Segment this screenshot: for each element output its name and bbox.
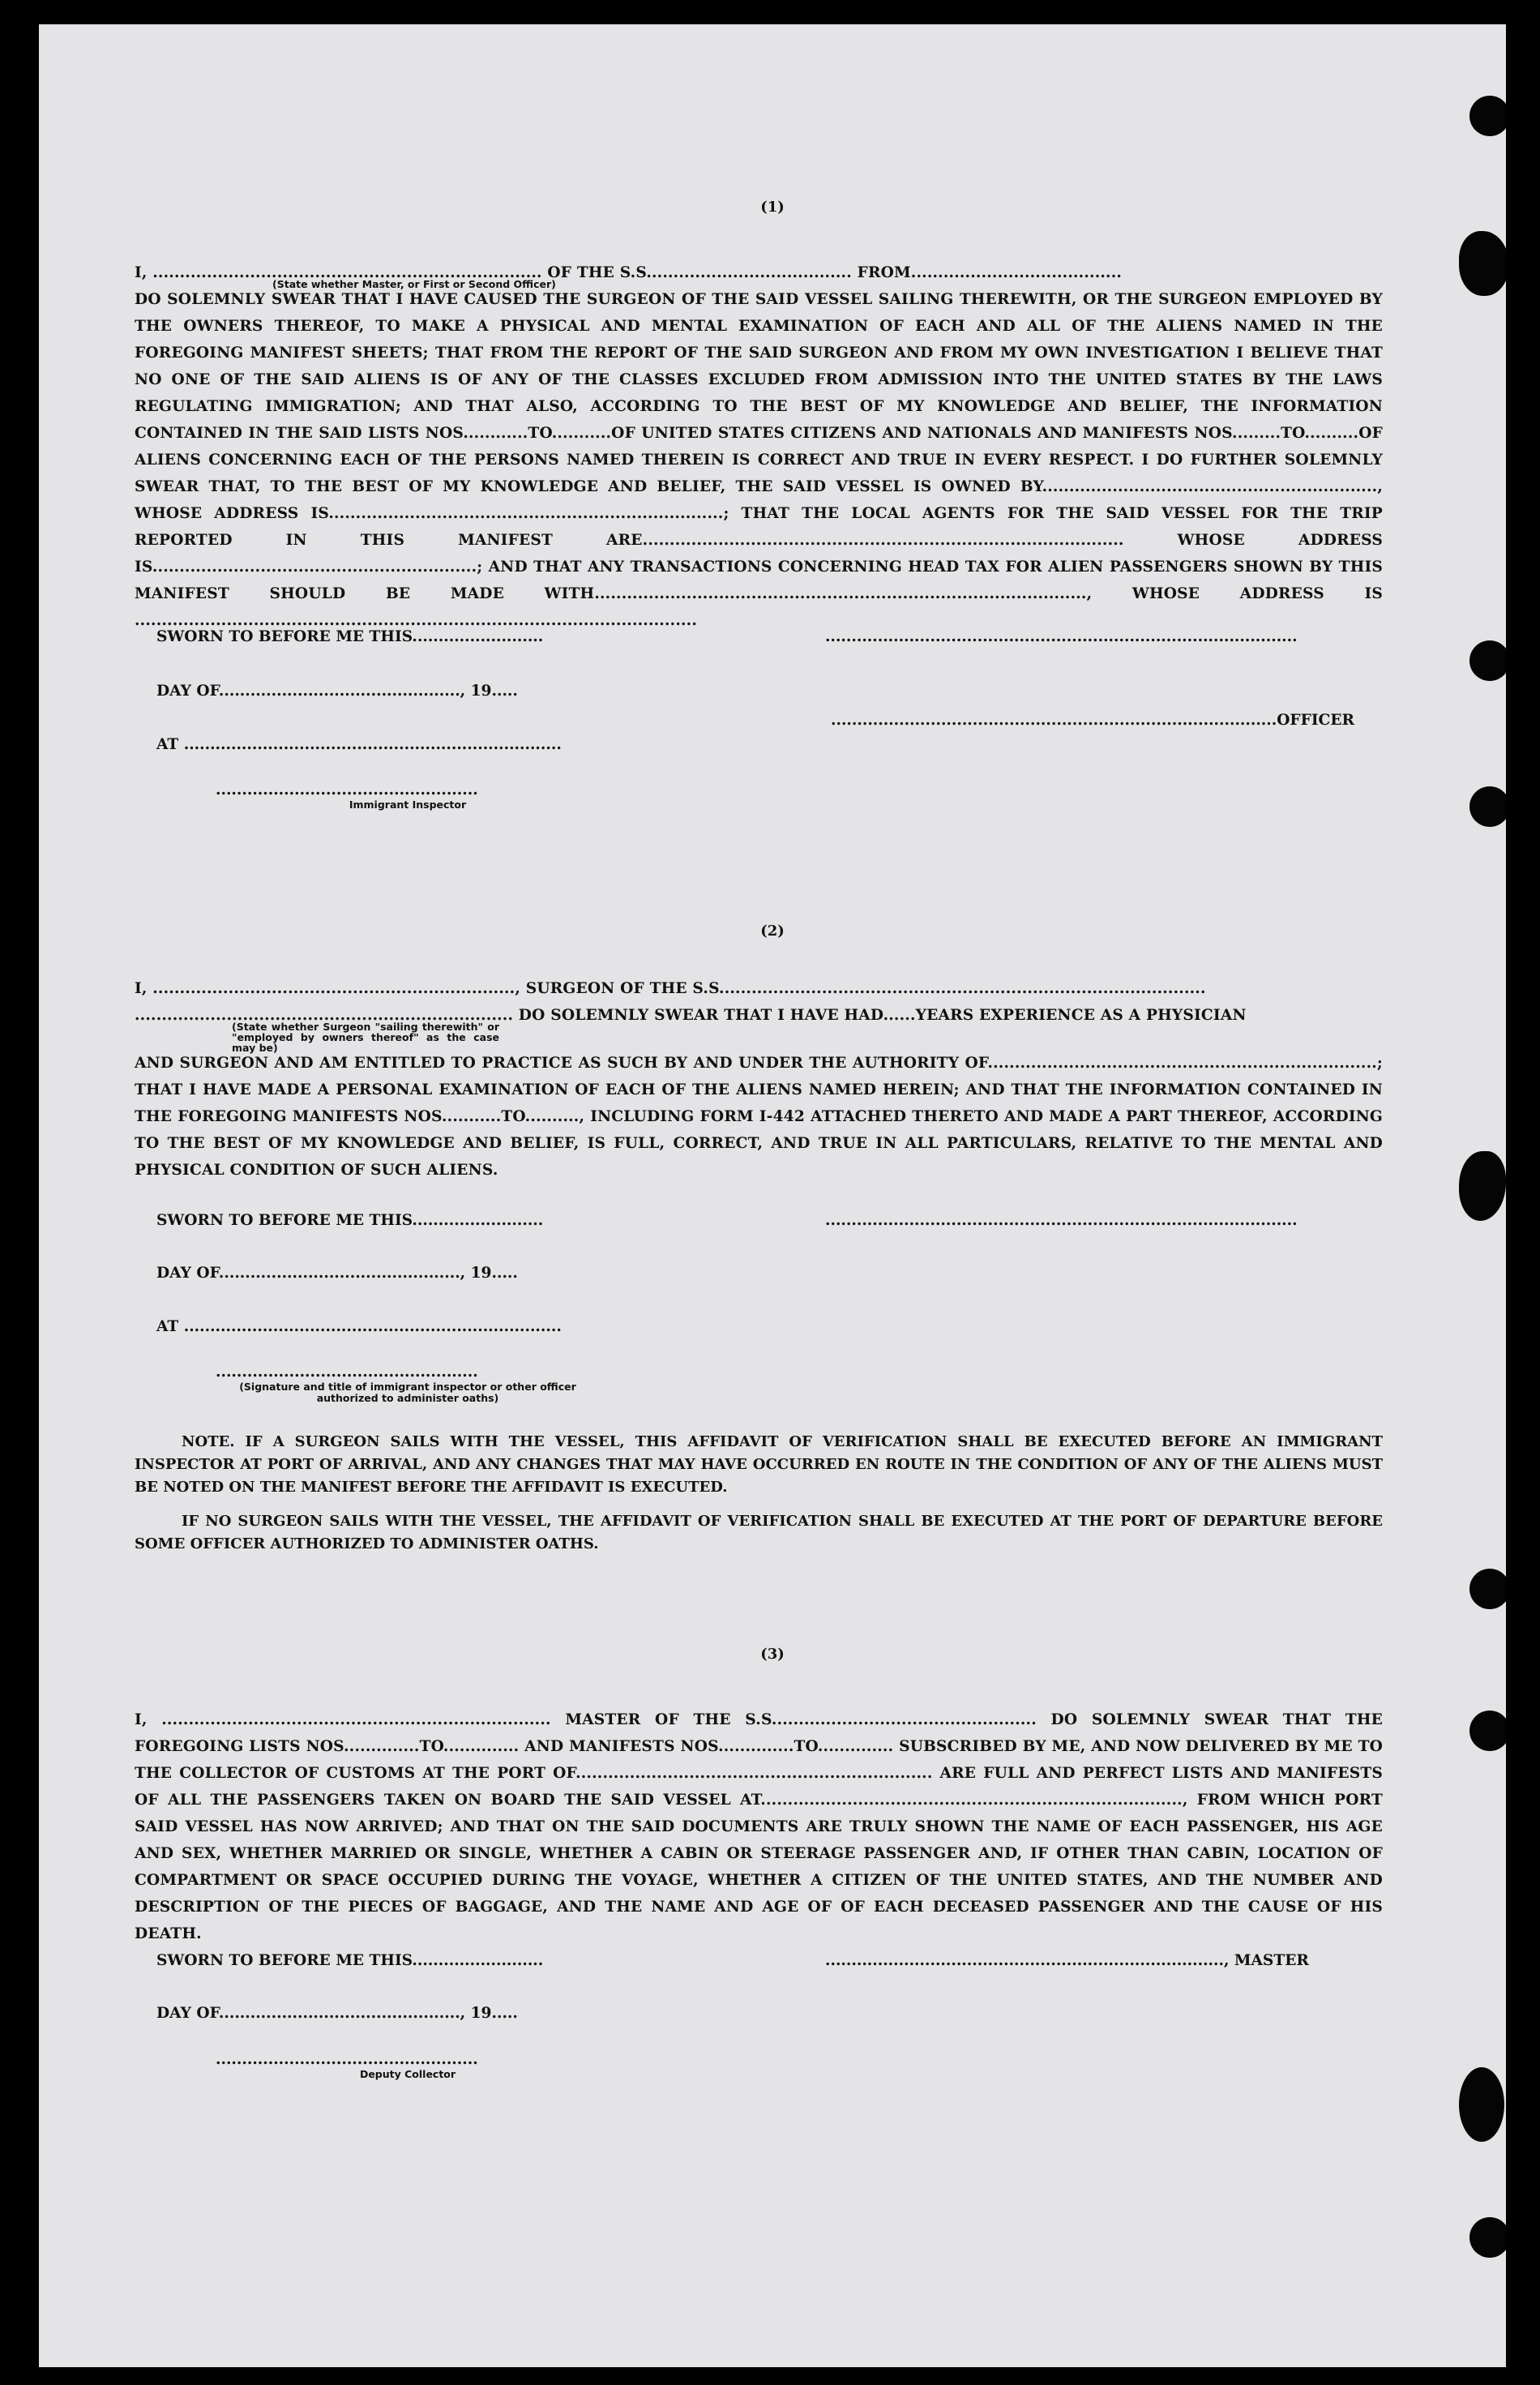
section-1-inspector-caption: Immigrant Inspector [349,799,467,811]
punch-hole [1459,231,1506,296]
section-1-number: (1) [760,199,785,216]
section-3-number: (3) [760,1646,785,1663]
verification-note [135,1431,1383,1567]
section-1-signature-line: .......................................................................................... [825,628,1298,645]
form-page [39,24,1506,2367]
section-3-sworn-line: SWORN TO BEFORE ME THIS......................... [156,1952,544,1969]
section-2-day-line: DAY OF.............................................., 19..... [156,1265,518,1282]
punch-hole [1459,2067,1504,2142]
section-1-at-line: AT ........................................................................ [156,736,562,753]
section-2-sworn-line: SWORN TO BEFORE ME THIS......................... [156,1212,544,1229]
punch-hole [1459,1151,1506,1221]
section-2-surgeon-signature-line: .......................................................................................... [825,1212,1298,1229]
punch-hole [1469,1569,1506,1609]
section-1-first-line: I, ........................................................................ OF THE S.S...................................... FROM....................................... [135,264,1123,281]
section-1-day-line: DAY OF.............................................., 19..... [156,683,518,700]
punch-hole [1469,640,1506,681]
note-paragraph-2: IF NO SURGEON SAILS WITH THE VESSEL, THE AFFIDAVIT OF VERIFICATION SHALL BE EXECUTED AT THE PORT OF DEPARTURE BEFORE SOME OFFICER AUTHORIZED TO ADMINISTER OATHS. [135,1513,1383,1552]
section-1-master-oath [135,259,1383,634]
section-2-first-line: I, ..................................................................., SURGEON OF THE S.S.......................................................................................... [135,980,1206,997]
section-1-caption: (State whether Master, or First or Second Officer) [272,278,556,290]
note-paragraph-1: NOTE. IF A SURGEON SAILS WITH THE VESSEL, THIS AFFIDAVIT OF VERIFICATION SHALL BE EXECUTED BEFORE AN IMMIGRANT INSPECTOR AT PORT OF ARRIVAL, AND ANY CHANGES THAT MAY HAVE OCCURRED EN ROUTE IN THE CONDITION OF ANY OF THE ALIENS MUST BE NOTED ON THE MANIFEST BEFORE THE AFFIDAVIT IS EXECUTED. [135,1433,1383,1496]
section-1-sworn-line: SWORN TO BEFORE ME THIS......................... [156,628,544,645]
punch-hole [1469,786,1506,827]
section-3-master-line: ............................................................................, MASTER [825,1952,1309,1969]
section-3-collector-caption: Deputy Collector [359,2068,456,2080]
section-2-signature-caption: (Signature and title of immigrant inspector or other officer authorized to administer oaths) [239,1381,576,1404]
section-2-second-line: ...................................................................... DO SOLEMNLY SWEAR THAT I HAVE HAD......YEARS EXPERIENCE AS A PHYSICIAN [135,1007,1247,1024]
section-2-body: AND SURGEON AND AM ENTITLED TO PRACTICE AS SUCH BY AND UNDER THE AUTHORITY OF........................................................................; THAT I HAVE MADE A PERSONAL EXAMINATION OF EACH OF THE ALIENS NAMED HEREIN; AND THAT THE INFORMATION CONTAINED IN THE FOREGOING MANIFESTS NOS...........TO.........., INCLUDING FORM I-442 ATTACHED THERETO AND MADE A PART THEREOF, ACCORDING TO THE BEST OF MY KNOWLEDGE AND BELIEF, IS FULL, CORRECT, AND TRUE IN ALL PARTICULARS, RELATIVE TO THE MENTAL AND PHYSICAL CONDITION OF SUCH ALIENS. [135,1055,1383,1179]
section-2-signature-line: .................................................. [216,1364,478,1381]
section-3-body: I, ........................................................................ MASTER OF THE S.S................................................. DO SOLEMNLY SWEAR THAT THE FOREGOING LISTS NOS..............TO.............. AND MANIFESTS NOS..............TO.............. SUBSCRIBED BY ME, AND NOW DELIVERED BY ME TO THE COLLECTOR OF CUSTOMS AT THE PORT OF.................................................................. ARE FULL AND PERFECT LISTS AND MANIFESTS OF ALL THE PASSENGERS TAKEN ON BOARD THE SAID VESSEL AT.............................................................................., FROM WHICH PORT SAID VESSEL HAS NOW ARRIVED; AND THAT ON THE SAID DOCUMENTS ARE TRULY SHOWN THE NAME OF EACH PASSENGER, HIS AGE AND SEX, WHETHER MARRIED OR SINGLE, WHETHER A CABIN OR STEERAGE PASSENGER AND, IF OTHER THAN CABIN, LOCATION OF COMPARTMENT OR SPACE OCCUPIED DURING THE VOYAGE, WHETHER A CITIZEN OF THE UNITED STATES, AND THE NUMBER AND DESCRIPTION OF THE PIECES OF BAGGAGE, AND THE NAME AND AGE OF OF EACH DECEASED PASSENGER AND THE CAUSE OF HIS DEATH. [135,1711,1383,1942]
section-3-master-oath [135,1706,1383,1947]
section-2-surgeon-oath [135,975,1383,1184]
punch-hole [1469,96,1506,136]
section-1-inspector-line: .................................................. [216,781,478,799]
section-1-officer-line: .....................................................................................OFFICER [831,712,1354,729]
section-3-day-line: DAY OF.............................................., 19..... [156,2005,518,2022]
section-2-at-line: AT ........................................................................ [156,1318,562,1335]
punch-hole [1469,1711,1506,1751]
section-3-collector-line: .................................................. [216,2051,478,2068]
section-1-body: DO SOLEMNLY SWEAR THAT I HAVE CAUSED THE SURGEON OF THE SAID VESSEL SAILING THEREWITH, OR THE SURGEON EMPLOYED BY THE OWNERS THEREOF, TO MAKE A PHYSICAL AND MENTAL EXAMINATION OF EACH AND ALL OF THE ALIENS NAMED IN THE FOREGOING MANIFEST SHEETS; THAT FROM THE REPORT OF THE SAID SURGEON AND FROM MY OWN INVESTIGATION I BELIEVE THAT NO ONE OF THE SAID ALIENS IS OF ANY OF THE CLASSES EXCLUDED FROM ADMISSION INTO THE UNITED STATES BY THE LAWS REGULATING IMMIGRATION; AND THAT ALSO, ACCORDING TO THE BEST OF MY KNOWLEDGE AND BELIEF, THE INFORMATION CONTAINED IN THE SAID LISTS NOS............TO...........OF UNITED STATES CITIZENS AND NATIONALS AND MANIFESTS NOS.........TO..........OF ALIENS CONCERNING EACH OF THE PERSONS NAMED THEREIN IS CORRECT AND TRUE IN EVERY RESPECT. I DO FURTHER SOLEMNLY SWEAR THAT, TO THE BEST OF MY KNOWLEDGE AND BELIEF, THE SAID VESSEL IS OWNED BY.............................................................., WHOSE ADDRESS IS.........................................................................; THAT THE LOCAL AGENTS FOR THE SAID VESSEL FOR THE TRIP REPORTED IN THIS MANIFEST ARE......................................................................................... WHOSE ADDRESS IS............................................................; AND THAT ANY TRANSACTIONS CONCERNING HEAD TAX FOR ALIEN PASSENGERS SHOWN BY THIS MANIFEST SHOULD BE MADE WITH..........................................................................................., WHOSE ADDRESS IS ........................................................................................................ [135,291,1383,629]
section-2-number: (2) [760,923,785,940]
punch-hole [1469,2217,1506,2258]
section-2-caption: (State whether Surgeon "sailing therewith" or "employed by owners thereof" as the case may be) [232,1021,499,1054]
